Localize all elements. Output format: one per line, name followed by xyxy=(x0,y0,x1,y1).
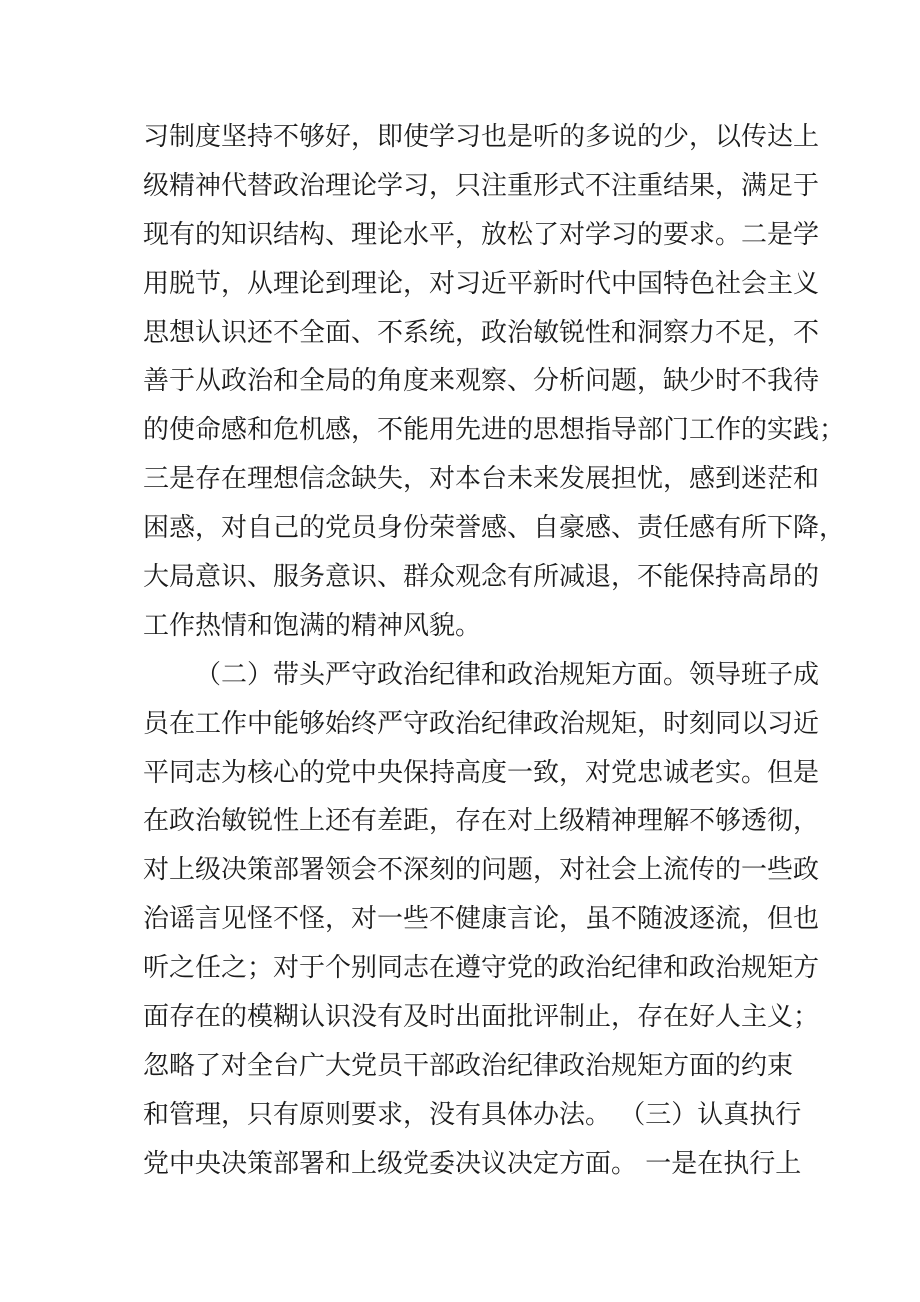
text-line: 三是存在理想信念缺失，对本台未来发展担忧，感到迷茫和 xyxy=(143,464,820,495)
text-line: 面存在的模糊认识没有及时出面批评制止，存在好人主义； xyxy=(143,1002,820,1033)
text-line: 和管理，只有原则要求，没有具体办法。 （三）认真执行 xyxy=(143,1099,802,1130)
text-line: 平同志为核心的党中央保持高度一致，对党忠诚老实。但是 xyxy=(143,757,820,788)
text-line: 用脱节，从理论到理论，对习近平新时代中国特色社会主义 xyxy=(143,268,820,299)
text-line: 治谣言见怪不怪，对一些不健康言论，虽不随波逐流，但也 xyxy=(143,904,820,935)
document-body xyxy=(143,113,846,1189)
text-line: 在政治敏锐性上还有差距，存在对上级精神理解不够透彻， xyxy=(143,806,820,837)
text-line-paragraph-end: 工作热情和饱满的精神风貌。 xyxy=(143,610,482,641)
text-line: 善于从政治和全局的角度来观察、分析问题，缺少时不我待 xyxy=(143,366,820,397)
text-line: 员在工作中能够始终严守政治纪律政治规矩，时刻同以习近 xyxy=(143,708,820,739)
text-line: 忽略了对全台广大党员干部政治纪律政治规矩方面的约束 xyxy=(143,1050,794,1081)
section-heading-line: （二）带头严守政治纪律和政治规矩方面。领导班子成 xyxy=(195,659,820,690)
text-line: 党中央决策部署和上级党委决议决定方面。 一是在执行上 xyxy=(143,1148,802,1179)
text-line: 听之任之；对于个别同志在遵守党的政治纪律和政治规矩方 xyxy=(143,953,820,984)
text-line: 级精神代替政治理论学习，只注重形式不注重结果，满足于 xyxy=(143,170,820,201)
text-line: 的使命感和危机感，不能用先进的思想指导部门工作的实践； xyxy=(143,415,846,446)
text-line: 大局意识、服务意识、群众观念有所减退，不能保持高昂的 xyxy=(143,562,820,593)
text-line: 现有的知识结构、理论水平，放松了对学习的要求。二是学 xyxy=(143,219,820,250)
text-line: 习制度坚持不够好，即使学习也是听的多说的少，以传达上 xyxy=(143,122,820,152)
text-line: 困惑，对自己的党员身份荣誉感、自豪感、责任感有所下降， xyxy=(143,513,846,544)
text-line: 思想认识还不全面、不系统，政治敏锐性和洞察力不足，不 xyxy=(143,317,820,348)
text-line: 对上级决策部署领会不深刻的问题，对社会上流传的一些政 xyxy=(143,855,820,886)
